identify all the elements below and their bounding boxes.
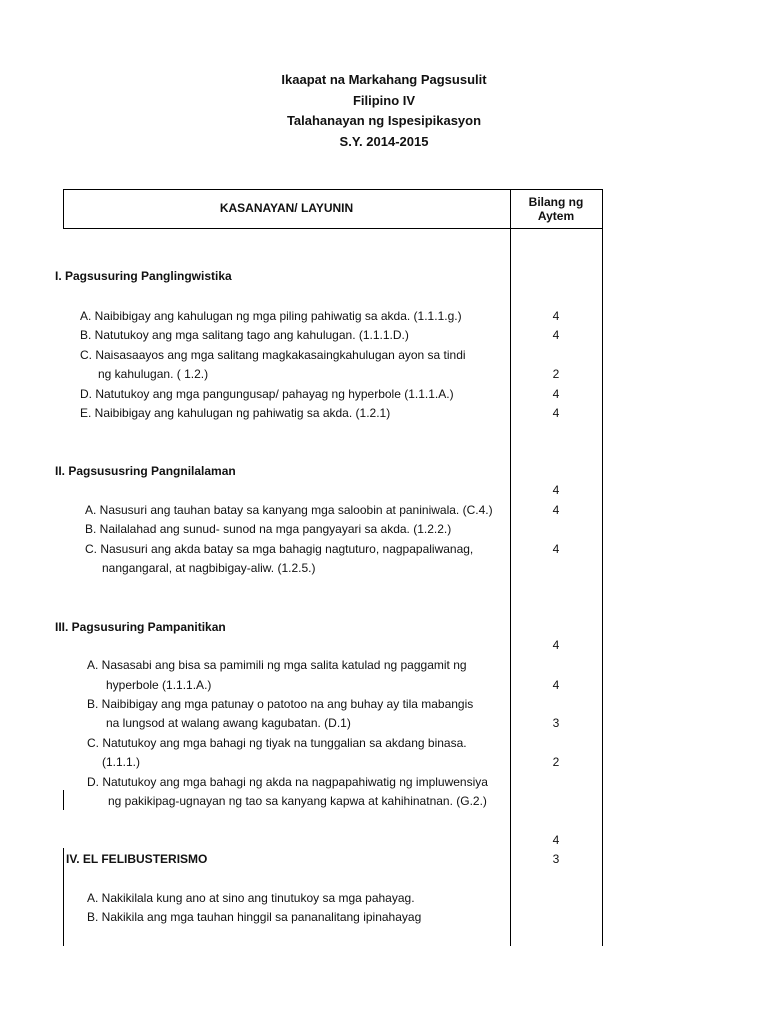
section-2-title: II. Pagsususring Pangnilalaman	[55, 464, 236, 478]
section-1-item-c-cont: ng kahulugan. ( 1.2.)	[98, 367, 209, 381]
section-3-item-a: A. Nasasabi ang bisa sa pamimili ng mga salita katulad ng paggamit ng	[87, 658, 467, 672]
item-count: 4	[552, 678, 560, 692]
section-2-item-a: A. Nasusuri ang tauhan batay sa kanyang mga saloobin at paniniwala. (C.4.)	[85, 503, 493, 517]
column-header-bilang: Bilang ng	[528, 195, 584, 209]
section-1-item-a: A. Naibibigay ang kahulugan ng mga piling pahiwatig sa akda. (1.1.1.g.)	[80, 309, 462, 323]
item-count: 4	[552, 483, 560, 497]
item-count: 2	[552, 367, 560, 381]
section-1-item-e: E. Naibibigay ang kahulugan ng pahiwatig sa akda. (1.2.1)	[80, 406, 391, 420]
table-header-bottom-border	[63, 228, 603, 229]
table-left-border-fragment	[63, 790, 64, 810]
section-2-item-b: B. Nailalahad ang sunud- sunod na mga pangyayari sa akda. (1.2.2.)	[85, 522, 452, 536]
item-count: 4	[552, 833, 560, 847]
section-1-item-c: C. Naisasaayos ang mga salitang magkakasaingkahulugan ayon sa tindi	[80, 348, 466, 362]
item-count: 3	[552, 852, 560, 866]
section-4-item-b: B. Nakikila ang mga tauhan hinggil sa pananalitang ipinahayag	[87, 910, 422, 924]
table-top-border	[63, 189, 603, 190]
item-count: 4	[552, 406, 560, 420]
section-1-title: I. Pagsusuring Panglingwistika	[55, 269, 232, 283]
section-3-item-c-cont: (1.1.1.)	[102, 755, 141, 769]
section-2-item-c: C. Nasusuri ang akda batay sa mga bahagig nagtuturo, nagpapaliwanag,	[85, 542, 474, 556]
item-count: 4	[552, 542, 560, 556]
section-3-item-c: C. Natutukoy ang mga bahagi ng tiyak na tunggalian sa akdang binasa.	[87, 736, 467, 750]
title-line-1: Ikaapat na Markahang Pagsusulit	[281, 72, 487, 87]
section-3-item-d-cont: ng pakikipag-ugnayan ng tao sa kanyang kapwa at kahihinatnan. (G.2.)	[108, 794, 487, 808]
section-3-item-b: B. Naibibigay ang mga patunay o patotoo na ang buhay ay tila mabangis	[87, 697, 474, 711]
title-line-4: S.Y. 2014-2015	[339, 134, 429, 149]
title-line-3: Talahanayan ng Ispesipikasyon	[286, 113, 482, 128]
section-3-item-b-cont: na lungsod at walang awang kagubatan. (D.1)	[106, 716, 351, 730]
item-count: 4	[552, 328, 560, 342]
column-header-aytem: Aytem	[537, 209, 575, 223]
section-3-item-a-cont: hyperbole (1.1.1.A.)	[106, 678, 212, 692]
section-4-title: IV. EL FELIBUSTERISMO	[66, 852, 208, 866]
table-left-border-fragment	[63, 848, 64, 946]
item-count: 4	[552, 309, 560, 323]
section-3-title: III. Pagsusuring Pampanitikan	[55, 620, 226, 634]
section-2-item-c-cont: nangangaral, at nagbibigay-aliw. (1.2.5.)	[102, 561, 316, 575]
title-line-2: Filipino IV	[352, 93, 416, 108]
item-count: 4	[552, 387, 560, 401]
section-1-item-b: B. Natutukoy ang mga salitang tago ang kahulugan. (1.1.1.D.)	[80, 328, 409, 342]
item-count: 2	[552, 755, 560, 769]
table-right-border	[602, 189, 603, 946]
section-3-item-d: D. Natutukoy ang mga bahagi ng akda na nagpapahiwatig ng impluwensiya	[87, 775, 488, 789]
section-1-item-d: D. Natutukoy ang mga pangungusap/ pahayag ng hyperbole (1.1.1.A.)	[80, 387, 454, 401]
column-header-kasanayan: KASANAYAN/ LAYUNIN	[219, 201, 354, 215]
section-4-item-a: A. Nakikilala kung ano at sino ang tinutukoy sa mga pahayag.	[87, 891, 415, 905]
item-count: 4	[552, 638, 560, 652]
item-count: 3	[552, 716, 560, 730]
item-count: 4	[552, 503, 560, 517]
